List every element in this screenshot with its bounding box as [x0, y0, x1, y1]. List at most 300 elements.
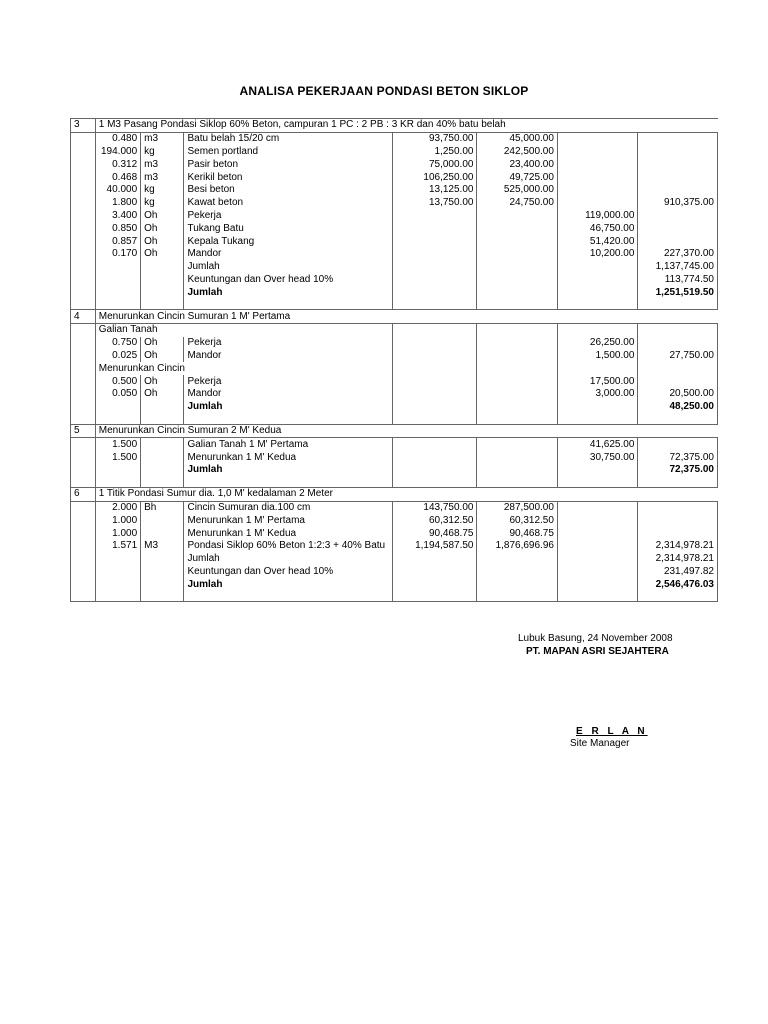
total-cell: 2,546,476.03 — [638, 578, 718, 591]
quantity-cell — [95, 553, 140, 566]
spacer-cell — [557, 414, 637, 425]
row-number-cell — [71, 350, 96, 363]
amount-cell — [477, 261, 557, 274]
spacer-cell — [95, 414, 140, 425]
place-date: Lubuk Basung, 24 November 2008 — [518, 633, 673, 644]
quantity-cell: 2.000 — [95, 501, 140, 514]
description-cell: Keuntungan dan Over head 10% — [184, 274, 392, 287]
amount-cell — [477, 553, 557, 566]
quantity-cell: 1.000 — [95, 514, 140, 527]
row-number-cell — [71, 248, 96, 261]
description-cell: Kawat beton — [184, 197, 392, 210]
unit-price-cell — [392, 261, 477, 274]
spacer-cell — [638, 477, 718, 488]
unit-price-cell: 1,194,587.50 — [392, 540, 477, 553]
total-cell: 227,370.00 — [638, 248, 718, 261]
table-row — [71, 146, 718, 159]
total-cell: 72,375.00 — [638, 451, 718, 464]
amount-cell: 525,000.00 — [477, 184, 557, 197]
description-cell: Pekerja — [184, 210, 392, 223]
amount-cell — [477, 388, 557, 401]
labor-cell — [557, 274, 637, 287]
labor-cell — [557, 464, 637, 477]
amount-cell — [477, 235, 557, 248]
unit-cell: M3 — [141, 540, 184, 553]
quantity-cell — [95, 401, 140, 414]
spacer-row — [71, 591, 718, 602]
labor-cell — [557, 132, 637, 145]
description-cell: Batu belah 15/20 cm — [184, 132, 392, 145]
unit-price-cell: 60,312.50 — [392, 514, 477, 527]
description-cell: Kepala Tukang — [184, 235, 392, 248]
total-cell: 27,750.00 — [638, 350, 718, 363]
amount-cell: 23,400.00 — [477, 158, 557, 171]
labor-cell: 30,750.00 — [557, 451, 637, 464]
spacer-cell — [477, 477, 557, 488]
spacer-row — [71, 414, 718, 425]
spacer-cell — [392, 477, 477, 488]
unit-cell — [141, 514, 184, 527]
quantity-cell: 1.571 — [95, 540, 140, 553]
table-row — [71, 540, 718, 553]
table-row — [71, 323, 718, 336]
total-cell — [638, 514, 718, 527]
labor-cell — [557, 197, 637, 210]
unit-price-cell — [392, 248, 477, 261]
labor-cell — [557, 323, 637, 336]
total-cell — [638, 362, 718, 375]
description-cell: Menurunkan 1 M' Pertama — [184, 514, 392, 527]
subgroup-label: Galian Tanah — [95, 323, 392, 336]
amount-cell — [477, 337, 557, 350]
total-cell: 910,375.00 — [638, 197, 718, 210]
unit-price-cell — [392, 222, 477, 235]
table-row — [71, 235, 718, 248]
total-cell: 48,250.00 — [638, 401, 718, 414]
row-number-cell — [71, 184, 96, 197]
labor-cell — [557, 401, 637, 414]
table-row — [71, 210, 718, 223]
labor-cell: 46,750.00 — [557, 222, 637, 235]
spacer-cell — [477, 591, 557, 602]
spacer-cell — [141, 591, 184, 602]
section-number: 5 — [71, 424, 96, 438]
unit-cell — [141, 578, 184, 591]
spacer-cell — [141, 477, 184, 488]
description-cell: Jumlah — [184, 261, 392, 274]
spacer-cell — [557, 299, 637, 310]
spacer-cell — [184, 591, 392, 602]
quantity-cell: 0.480 — [95, 132, 140, 145]
labor-cell — [557, 501, 637, 514]
amount-cell — [477, 323, 557, 336]
unit-cell — [141, 553, 184, 566]
section-header-row — [71, 424, 718, 438]
unit-price-cell — [392, 337, 477, 350]
total-cell — [638, 527, 718, 540]
unit-price-cell — [392, 362, 477, 375]
quantity-cell — [95, 261, 140, 274]
section-number: 6 — [71, 487, 96, 501]
spacer-cell — [477, 299, 557, 310]
total-cell — [638, 146, 718, 159]
labor-cell — [557, 514, 637, 527]
labor-cell: 119,000.00 — [557, 210, 637, 223]
table-row — [71, 566, 718, 579]
spacer-row — [71, 299, 718, 310]
table-row — [71, 350, 718, 363]
row-number-cell — [71, 362, 96, 375]
description-cell: Besi beton — [184, 184, 392, 197]
section-header-row — [71, 119, 718, 133]
row-number-cell — [71, 501, 96, 514]
amount-cell — [477, 210, 557, 223]
table-row — [71, 401, 718, 414]
labor-cell — [557, 566, 637, 579]
amount-cell — [477, 350, 557, 363]
unit-price-cell: 75,000.00 — [392, 158, 477, 171]
unit-cell: Bh — [141, 501, 184, 514]
unit-cell: Oh — [141, 375, 184, 388]
quantity-cell — [95, 578, 140, 591]
unit-price-cell — [392, 464, 477, 477]
total-cell: 2,314,978.21 — [638, 553, 718, 566]
unit-cell: kg — [141, 197, 184, 210]
unit-cell — [141, 438, 184, 451]
row-number-cell — [71, 438, 96, 451]
signer-name: E R L A N — [576, 726, 648, 737]
description-cell: Galian Tanah 1 M' Pertama — [184, 438, 392, 451]
total-cell: 231,497.82 — [638, 566, 718, 579]
description-cell: Tukang Batu — [184, 222, 392, 235]
unit-cell — [141, 401, 184, 414]
row-number-cell — [71, 337, 96, 350]
quantity-cell: 0.050 — [95, 388, 140, 401]
section-header: 1 M3 Pasang Pondasi Siklop 60% Beton, campuran 1 PC : 2 PB : 3 KR dan 40% batu belah — [95, 119, 717, 133]
table-row — [71, 248, 718, 261]
table-row — [71, 286, 718, 299]
spacer-cell — [95, 477, 140, 488]
labor-cell: 3,000.00 — [557, 388, 637, 401]
table-row — [71, 464, 718, 477]
table-row — [71, 158, 718, 171]
spacer-cell — [392, 299, 477, 310]
section-header-row — [71, 310, 718, 324]
table-row — [71, 578, 718, 591]
row-number-cell — [71, 222, 96, 235]
amount-cell — [477, 248, 557, 261]
row-number-cell — [71, 464, 96, 477]
description-cell: Mandor — [184, 350, 392, 363]
labor-cell — [557, 261, 637, 274]
table-row — [71, 375, 718, 388]
quantity-cell: 40.000 — [95, 184, 140, 197]
table-row — [71, 197, 718, 210]
row-number-cell — [71, 566, 96, 579]
row-number-cell — [71, 375, 96, 388]
description-cell: Pekerja — [184, 375, 392, 388]
row-number-cell — [71, 171, 96, 184]
section-number: 4 — [71, 310, 96, 324]
section-header: Menurunkan Cincin Sumuran 1 M' Pertama — [95, 310, 717, 324]
row-number-cell — [71, 274, 96, 287]
unit-price-cell — [392, 578, 477, 591]
amount-cell — [477, 286, 557, 299]
unit-cell: Oh — [141, 222, 184, 235]
row-number-cell — [71, 578, 96, 591]
row-number-cell — [71, 553, 96, 566]
total-cell — [638, 171, 718, 184]
total-cell — [638, 501, 718, 514]
labor-cell — [557, 553, 637, 566]
row-number-cell — [71, 388, 96, 401]
signer-position: Site Manager — [570, 738, 630, 749]
unit-price-cell — [392, 401, 477, 414]
total-cell — [638, 323, 718, 336]
table-row — [71, 132, 718, 145]
quantity-cell: 0.025 — [95, 350, 140, 363]
table-row — [71, 527, 718, 540]
amount-cell: 24,750.00 — [477, 197, 557, 210]
spacer-cell — [71, 591, 96, 602]
spacer-cell — [184, 477, 392, 488]
total-cell — [638, 210, 718, 223]
section-number: 3 — [71, 119, 96, 133]
row-number-cell — [71, 132, 96, 145]
total-cell: 72,375.00 — [638, 464, 718, 477]
labor-cell: 17,500.00 — [557, 375, 637, 388]
unit-cell: m3 — [141, 158, 184, 171]
quantity-cell: 0.468 — [95, 171, 140, 184]
unit-price-cell: 13,750.00 — [392, 197, 477, 210]
description-cell: Jumlah — [184, 464, 392, 477]
labor-cell — [557, 158, 637, 171]
amount-cell: 287,500.00 — [477, 501, 557, 514]
labor-cell — [557, 184, 637, 197]
quantity-cell — [95, 566, 140, 579]
row-number-cell — [71, 146, 96, 159]
row-number-cell — [71, 540, 96, 553]
quantity-cell: 0.750 — [95, 337, 140, 350]
amount-cell — [477, 401, 557, 414]
amount-cell — [477, 566, 557, 579]
unit-cell: Oh — [141, 235, 184, 248]
amount-cell: 1,876,696.96 — [477, 540, 557, 553]
quantity-cell: 0.850 — [95, 222, 140, 235]
spacer-cell — [95, 299, 140, 310]
analysis-table-body — [71, 119, 718, 602]
labor-cell — [557, 527, 637, 540]
unit-price-cell — [392, 388, 477, 401]
quantity-cell: 1.500 — [95, 438, 140, 451]
total-cell — [638, 235, 718, 248]
unit-cell — [141, 451, 184, 464]
unit-cell: kg — [141, 146, 184, 159]
spacer-cell — [477, 414, 557, 425]
total-cell: 20,500.00 — [638, 388, 718, 401]
row-number-cell — [71, 527, 96, 540]
unit-price-cell — [392, 323, 477, 336]
labor-cell: 26,250.00 — [557, 337, 637, 350]
unit-price-cell: 143,750.00 — [392, 501, 477, 514]
amount-cell: 90,468.75 — [477, 527, 557, 540]
description-cell: Keuntungan dan Over head 10% — [184, 566, 392, 579]
amount-cell — [477, 451, 557, 464]
description-cell: Cincin Sumuran dia.100 cm — [184, 501, 392, 514]
unit-cell: Oh — [141, 248, 184, 261]
total-cell: 2,314,978.21 — [638, 540, 718, 553]
row-number-cell — [71, 235, 96, 248]
table-row — [71, 553, 718, 566]
total-cell: 1,137,745.00 — [638, 261, 718, 274]
analysis-table — [70, 118, 718, 602]
quantity-cell: 3.400 — [95, 210, 140, 223]
quantity-cell: 1.000 — [95, 527, 140, 540]
table-row — [71, 184, 718, 197]
unit-cell: Oh — [141, 337, 184, 350]
amount-cell: 45,000.00 — [477, 132, 557, 145]
unit-price-cell: 106,250.00 — [392, 171, 477, 184]
labor-cell — [557, 540, 637, 553]
total-cell: 1,251,519.50 — [638, 286, 718, 299]
unit-cell — [141, 527, 184, 540]
spacer-cell — [392, 414, 477, 425]
description-cell: Jumlah — [184, 286, 392, 299]
unit-price-cell — [392, 350, 477, 363]
table-row — [71, 514, 718, 527]
unit-price-cell — [392, 375, 477, 388]
section-header-row — [71, 487, 718, 501]
labor-cell: 41,625.00 — [557, 438, 637, 451]
description-cell: Kerikil beton — [184, 171, 392, 184]
table-row — [71, 222, 718, 235]
quantity-cell — [95, 286, 140, 299]
labor-cell: 51,420.00 — [557, 235, 637, 248]
unit-price-cell — [392, 274, 477, 287]
quantity-cell: 1.800 — [95, 197, 140, 210]
unit-price-cell — [392, 566, 477, 579]
labor-cell — [557, 146, 637, 159]
document-title: ANALISA PEKERJAAN PONDASI BETON SIKLOP — [239, 84, 529, 98]
spacer-cell — [141, 299, 184, 310]
amount-cell — [477, 375, 557, 388]
row-number-cell — [71, 261, 96, 274]
table-row — [71, 388, 718, 401]
unit-cell: Oh — [141, 350, 184, 363]
row-number-cell — [71, 286, 96, 299]
unit-cell: Oh — [141, 388, 184, 401]
unit-price-cell: 13,125.00 — [392, 184, 477, 197]
quantity-cell: 0.857 — [95, 235, 140, 248]
description-cell: Jumlah — [184, 578, 392, 591]
description-cell: Semen portland — [184, 146, 392, 159]
row-number-cell — [71, 158, 96, 171]
unit-cell: kg — [141, 184, 184, 197]
spacer-cell — [638, 591, 718, 602]
table-row — [71, 337, 718, 350]
description-cell: Pekerja — [184, 337, 392, 350]
amount-cell: 49,725.00 — [477, 171, 557, 184]
total-cell — [638, 438, 718, 451]
labor-cell — [557, 578, 637, 591]
unit-price-cell — [392, 438, 477, 451]
amount-cell — [477, 362, 557, 375]
row-number-cell — [71, 401, 96, 414]
quantity-cell — [95, 464, 140, 477]
total-cell — [638, 222, 718, 235]
labor-cell — [557, 286, 637, 299]
table-row — [71, 501, 718, 514]
description-cell: Pondasi Siklop 60% Beton 1:2:3 + 40% Batu — [184, 540, 392, 553]
table-row — [71, 451, 718, 464]
total-cell — [638, 337, 718, 350]
quantity-cell: 194.000 — [95, 146, 140, 159]
amount-cell — [477, 464, 557, 477]
labor-cell — [557, 171, 637, 184]
labor-cell — [557, 362, 637, 375]
spacer-cell — [184, 299, 392, 310]
description-cell: Pasir beton — [184, 158, 392, 171]
spacer-cell — [95, 591, 140, 602]
spacer-cell — [557, 477, 637, 488]
row-number-cell — [71, 197, 96, 210]
unit-cell — [141, 286, 184, 299]
unit-price-cell — [392, 210, 477, 223]
unit-cell — [141, 566, 184, 579]
unit-price-cell — [392, 451, 477, 464]
quantity-cell: 0.170 — [95, 248, 140, 261]
total-cell — [638, 184, 718, 197]
spacer-cell — [71, 299, 96, 310]
labor-cell: 10,200.00 — [557, 248, 637, 261]
amount-cell — [477, 222, 557, 235]
total-cell: 113,774.50 — [638, 274, 718, 287]
table-row — [71, 438, 718, 451]
unit-price-cell: 1,250.00 — [392, 146, 477, 159]
unit-price-cell — [392, 235, 477, 248]
row-number-cell — [71, 451, 96, 464]
row-number-cell — [71, 514, 96, 527]
description-cell: Menurunkan 1 M' Kedua — [184, 451, 392, 464]
spacer-cell — [71, 414, 96, 425]
table-row — [71, 362, 718, 375]
section-header: Menurunkan Cincin Sumuran 2 M' Kedua — [95, 424, 717, 438]
section-header: 1 Titik Pondasi Sumur dia. 1,0 M' kedalaman 2 Meter — [95, 487, 717, 501]
description-cell: Mandor — [184, 388, 392, 401]
subgroup-label: Menurunkan Cincin — [95, 362, 392, 375]
table-row — [71, 171, 718, 184]
quantity-cell: 0.500 — [95, 375, 140, 388]
amount-cell — [477, 578, 557, 591]
spacer-cell — [184, 414, 392, 425]
unit-cell — [141, 464, 184, 477]
description-cell: Mandor — [184, 248, 392, 261]
description-cell: Jumlah — [184, 553, 392, 566]
amount-cell — [477, 438, 557, 451]
row-number-cell — [71, 323, 96, 336]
spacer-cell — [638, 414, 718, 425]
spacer-cell — [638, 299, 718, 310]
spacer-row — [71, 477, 718, 488]
description-cell: Jumlah — [184, 401, 392, 414]
unit-cell: m3 — [141, 132, 184, 145]
table-row — [71, 274, 718, 287]
company-name: PT. MAPAN ASRI SEJAHTERA — [526, 646, 669, 657]
spacer-cell — [557, 591, 637, 602]
unit-price-cell — [392, 553, 477, 566]
unit-cell — [141, 274, 184, 287]
total-cell — [638, 375, 718, 388]
